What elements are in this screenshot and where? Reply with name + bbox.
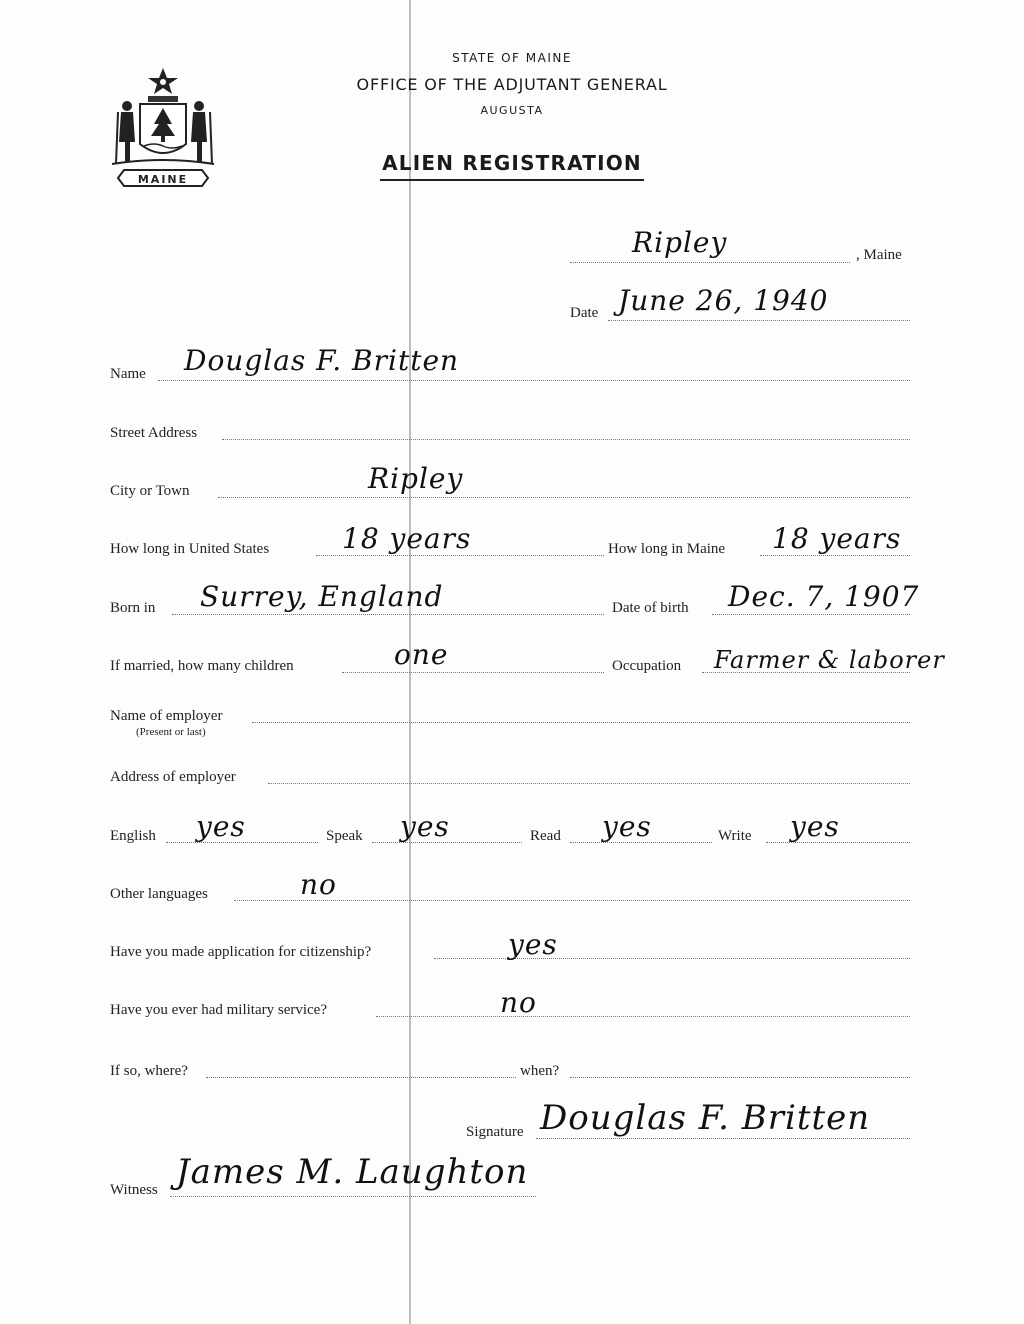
how-long-maine-value[interactable]: 18 years xyxy=(772,522,902,555)
born-in-value[interactable]: Surrey, England xyxy=(200,580,444,613)
citizenship-line xyxy=(434,958,910,959)
page-title xyxy=(0,151,1024,175)
place-suffix: , Maine xyxy=(856,247,902,263)
signature-line xyxy=(536,1138,910,1139)
witness-label: Witness xyxy=(110,1182,158,1198)
header-city: AUGUSTA xyxy=(480,104,544,117)
employer-name-label: Name of employer xyxy=(110,708,223,724)
how-long-us-label: How long in United States xyxy=(110,541,270,557)
citizenship-value[interactable]: yes xyxy=(508,928,558,961)
witness-value[interactable]: James M. Laughton xyxy=(176,1152,529,1192)
write-value[interactable]: yes xyxy=(790,810,840,843)
speak-value[interactable]: yes xyxy=(400,810,450,843)
seal-banner-text: MAINE xyxy=(137,173,189,186)
name-label: Name xyxy=(110,366,146,382)
when-label: when? xyxy=(520,1063,560,1079)
citizenship-label: Have you made application for citizenship? xyxy=(110,944,372,960)
speak-label: Speak xyxy=(326,828,363,844)
date-of-birth-label: Date of birth xyxy=(612,600,689,616)
name-line xyxy=(158,380,910,381)
children-line xyxy=(342,672,604,673)
page-title-text: ALIEN REGISTRATION xyxy=(380,151,644,181)
date-label: Date xyxy=(570,305,599,321)
signature-value[interactable]: Douglas F. Britten xyxy=(540,1098,871,1138)
employer-address-label: Address of employer xyxy=(110,769,236,785)
english-label: English xyxy=(110,828,156,844)
witness-line xyxy=(170,1196,536,1197)
how-long-maine-label: How long in Maine xyxy=(608,541,726,557)
born-in-label: Born in xyxy=(110,600,156,616)
place-line xyxy=(570,262,850,263)
date-value[interactable]: June 26, 1940 xyxy=(618,284,829,317)
read-value[interactable]: yes xyxy=(602,810,652,843)
city-line xyxy=(218,497,910,498)
street-address-line xyxy=(222,439,910,440)
other-languages-value[interactable]: no xyxy=(300,868,337,901)
when-line xyxy=(570,1077,910,1078)
military-line xyxy=(376,1016,910,1017)
military-value[interactable]: no xyxy=(500,986,537,1019)
english-value[interactable]: yes xyxy=(196,810,246,843)
place-suffix-text: Maine xyxy=(863,247,902,263)
city-value[interactable]: Ripley xyxy=(368,462,464,495)
how-long-maine-line xyxy=(760,555,910,556)
place-value[interactable]: Ripley xyxy=(632,226,728,259)
write-label: Write xyxy=(718,828,752,844)
city-label: City or Town xyxy=(110,483,190,499)
occupation-value[interactable]: Farmer & laborer xyxy=(714,646,945,674)
occupation-label: Occupation xyxy=(612,658,682,674)
header-state: STATE OF MAINE xyxy=(452,51,572,65)
street-address-label: Street Address xyxy=(110,425,198,441)
read-label: Read xyxy=(530,828,561,844)
name-value[interactable]: Douglas F. Britten xyxy=(184,344,460,377)
date-of-birth-line xyxy=(712,614,910,615)
other-languages-label: Other languages xyxy=(110,886,208,902)
signature-label: Signature xyxy=(466,1124,524,1140)
children-value[interactable]: one xyxy=(394,638,449,671)
how-long-us-value[interactable]: 18 years xyxy=(342,522,472,555)
how-long-us-line xyxy=(316,555,604,556)
where-line xyxy=(206,1077,516,1078)
where-label: If so, where? xyxy=(110,1063,188,1079)
header-office: OFFICE OF THE ADJUTANT GENERAL xyxy=(356,75,668,94)
employer-name-sublabel: (Present or last) xyxy=(136,726,206,738)
born-in-line xyxy=(172,614,604,615)
employer-name-line xyxy=(252,722,910,723)
military-label: Have you ever had military service? xyxy=(110,1002,327,1018)
children-label: If married, how many children xyxy=(110,658,294,674)
date-line xyxy=(608,320,910,321)
employer-address-line xyxy=(268,783,910,784)
date-of-birth-value[interactable]: Dec. 7, 1907 xyxy=(728,580,920,613)
